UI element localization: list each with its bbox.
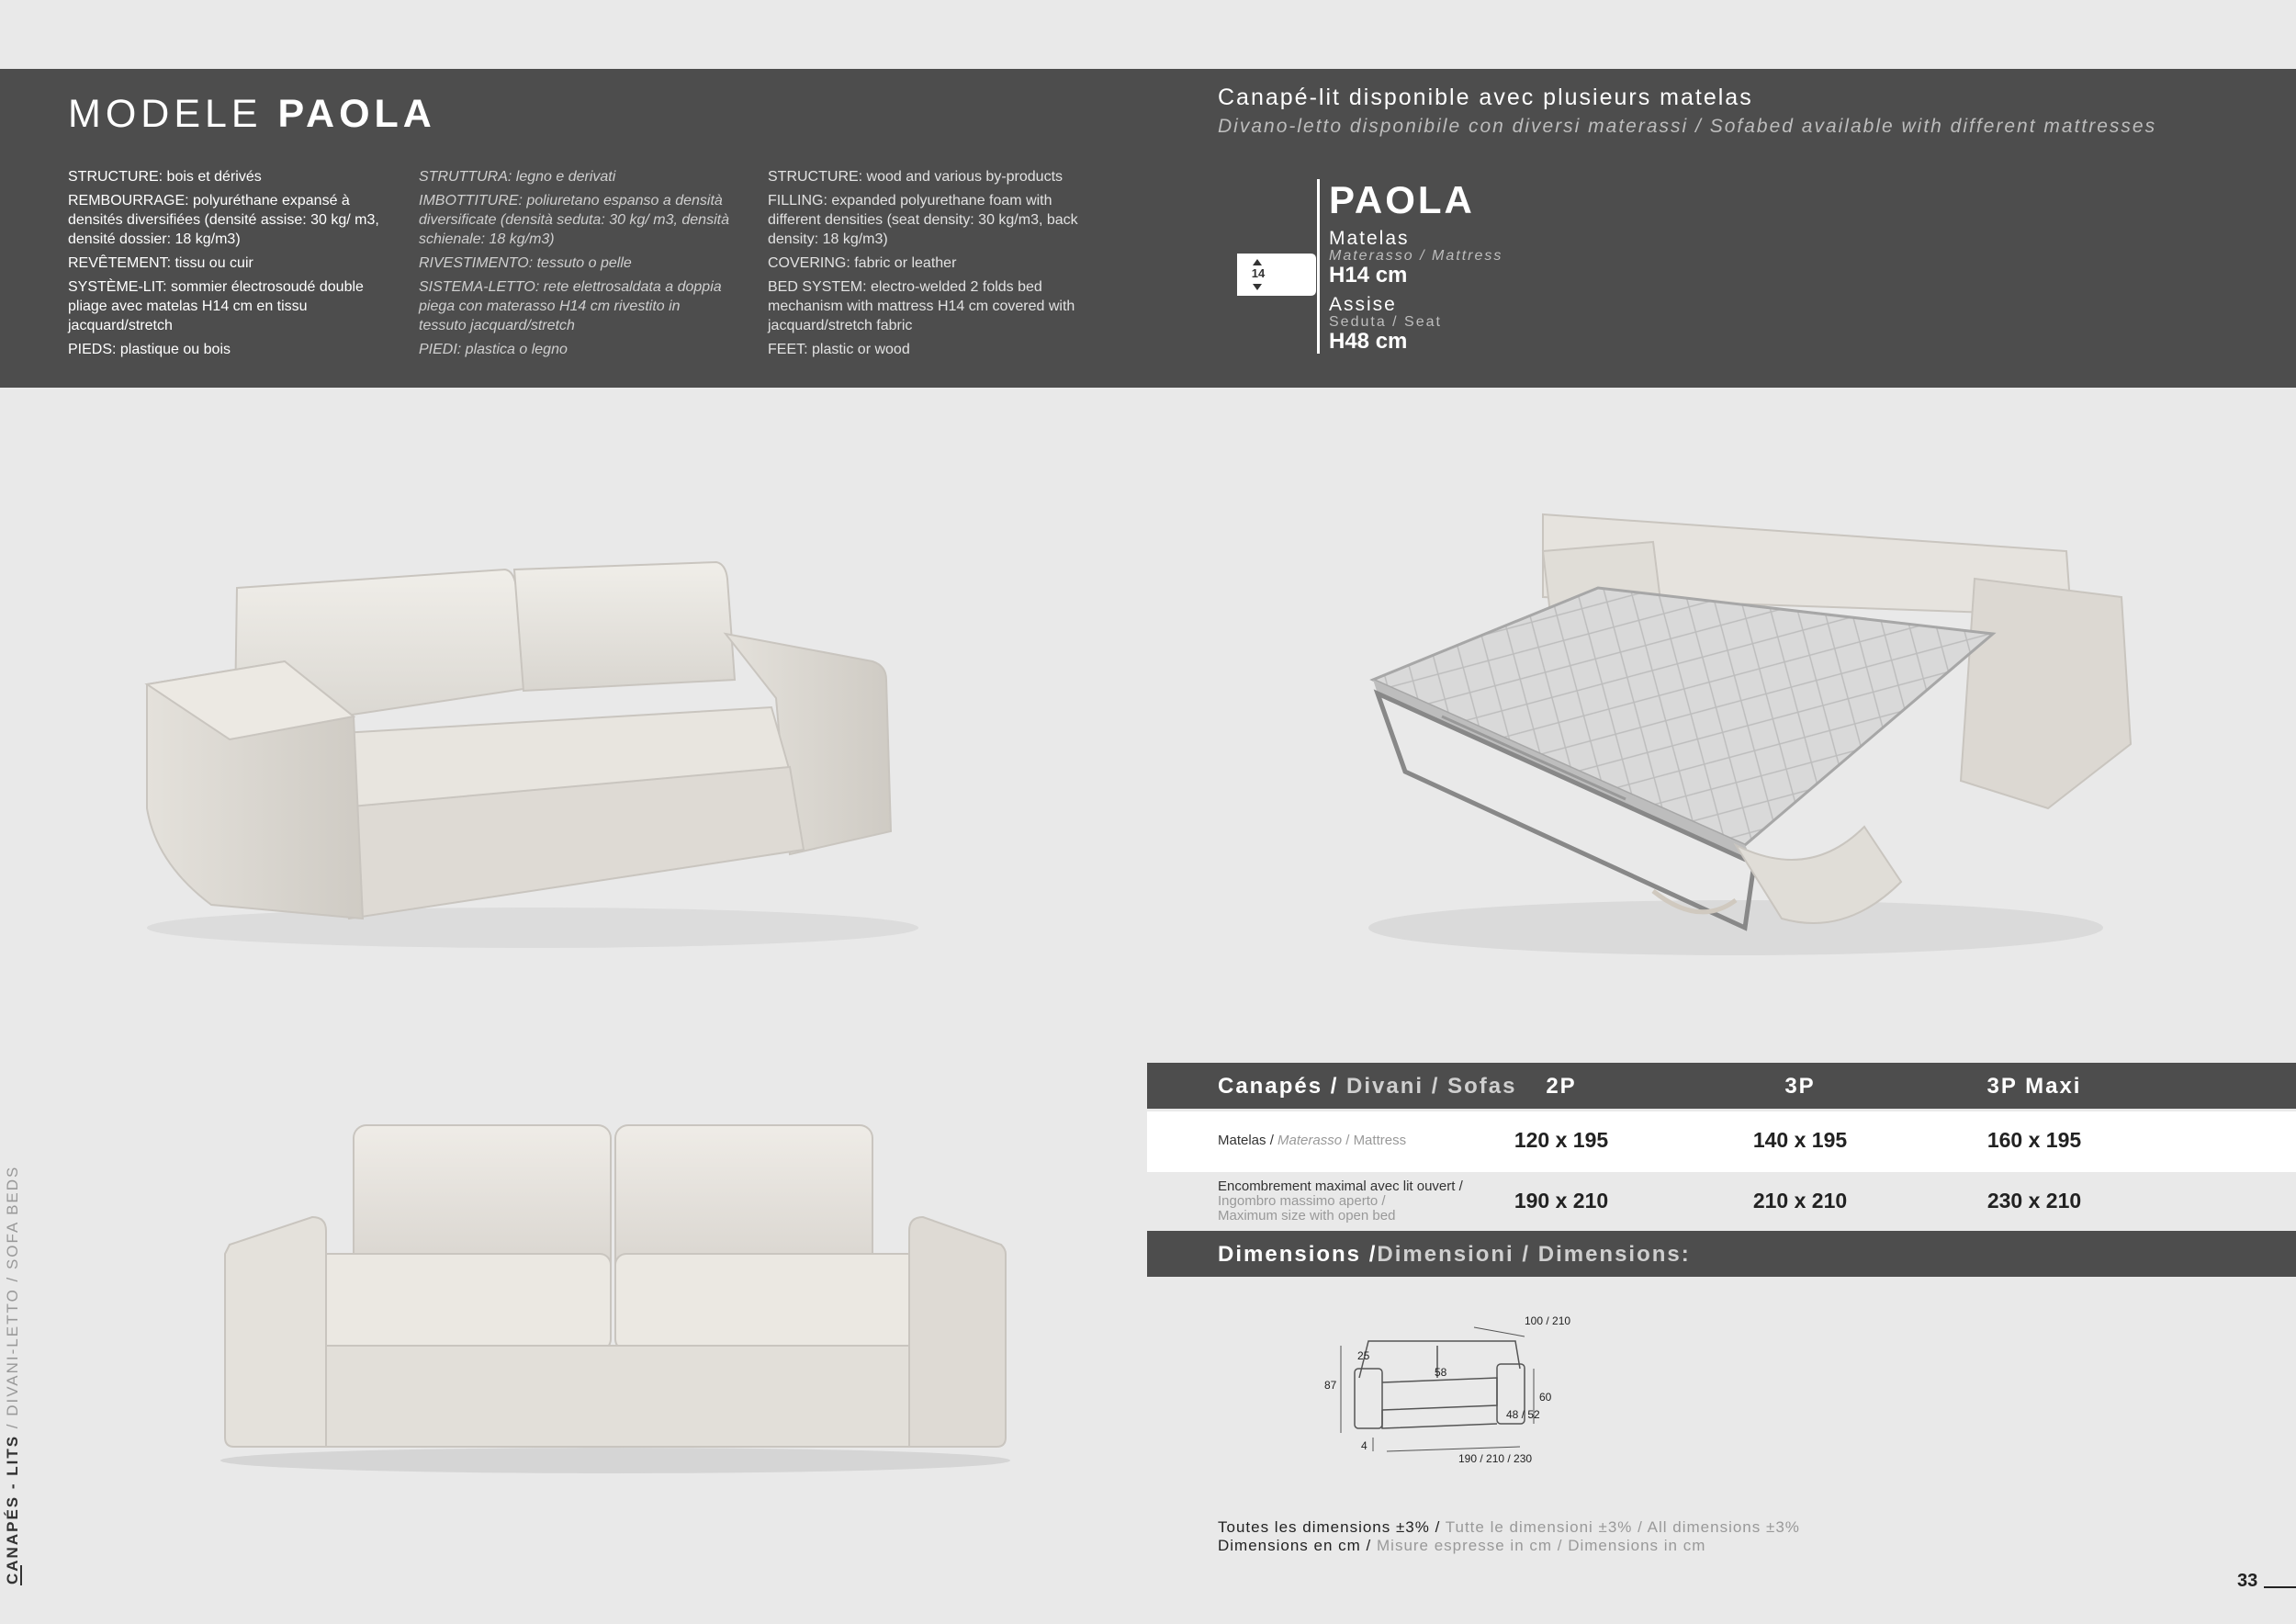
matelas-sub: Materasso / Mattress	[1329, 248, 1503, 264]
page-number: 33	[2237, 1571, 2258, 1591]
table-header-label: Canapés / Divani / Sofas	[1218, 1074, 1517, 1099]
dim-height-label: 87	[1324, 1379, 1337, 1392]
row-matelas-label: Matelas / Materasso / Mattress	[1218, 1133, 1407, 1148]
row-encombrement-3p: 210 x 210	[1752, 1189, 1848, 1212]
row-encombrement-2p: 190 x 210	[1514, 1189, 1609, 1212]
col-2p: 2P	[1546, 1074, 1577, 1099]
dim-depth-label: 48 / 52	[1506, 1408, 1540, 1421]
notes-line-1: Toutes les dimensions ±3% / Tutte le dimensioni ±3% / All dimensions ±3%	[1218, 1518, 1800, 1536]
col-3p: 3P	[1784, 1074, 1816, 1099]
row-matelas-2p: 120 x 195	[1514, 1128, 1609, 1152]
row-encombrement-label: Encombrement maximal avec lit ouvert / Ingombro massimo aperto / Maximum size with open bed	[1218, 1179, 1463, 1224]
sofa-bed-open-photo	[1350, 496, 2140, 974]
subtitle-fr: Canapé-lit disponible avec plusieurs matelas	[1218, 85, 1753, 110]
dim-arm-label: 25	[1357, 1349, 1370, 1362]
sofa-three-quarter-photo	[129, 533, 937, 955]
subtitle-it-en: Divano-letto disponibile con diversi materassi / Sofabed available with different mattresses	[1218, 116, 2157, 137]
dim-side-label: 60	[1539, 1391, 1552, 1404]
row-encombrement-3p-maxi: 230 x 210	[1986, 1189, 2082, 1212]
table-row	[1147, 1111, 2296, 1172]
table-header	[1147, 1063, 2296, 1109]
dimensions-header	[1147, 1231, 2296, 1277]
sofa-front-photo	[211, 1116, 1019, 1483]
notes-line-2: Dimensions en cm / Misure espresse in cm / Dimensions in cm	[1218, 1537, 1706, 1554]
dim-seat-label: 58	[1435, 1366, 1447, 1379]
table-row	[1147, 1172, 2296, 1229]
dimension-diagram	[1313, 1314, 1607, 1479]
dim-width-label: 190 / 210 / 230	[1458, 1452, 1533, 1465]
dim-foot-label: 4	[1361, 1439, 1367, 1452]
assise-label: Assise	[1329, 294, 1397, 315]
dim-top-label: 100 / 210	[1525, 1314, 1571, 1327]
dimensions-header-label: Dimensions /Dimensioni / Dimensions:	[1218, 1242, 1691, 1267]
mattress-block	[1317, 179, 1503, 354]
section-side-label: CANAPÉS - LITS / DIVANI-LETTO / SOFA BEDS	[4, 1165, 21, 1585]
matelas-label: Matelas	[1329, 228, 1410, 249]
matelas-value: H14 cm	[1329, 263, 1408, 288]
assise-sub: Seduta / Seat	[1329, 314, 1442, 330]
row-matelas-3p: 140 x 195	[1752, 1128, 1848, 1152]
dimension-notes	[1218, 1518, 1800, 1555]
mattress-model-name: PAOLA	[1329, 178, 1475, 221]
specs-fr: STRUCTURE: bois et dérivés REMBOURRAGE: polyuréthane expansé à densités diversifiées (densité assise: 30 kg/ m3, densité dossier: 18 kg/m3) REVÊTEMENT: tissu ou cuir SYSTÈME-LIT: sommier électrosoudé double pliage avec matelas H14 cm en tissu jacquard/stretch PIEDS: plastique ou bois	[68, 169, 379, 357]
specs-en: STRUCTURE: wood and various by-products FILLING: expanded polyurethane foam with different densities (seat density: 30 kg/m3, back density: 18 kg/m3) COVERING: fabric or leather BED SYSTEM: electro-welded 2 folds bed mechanism with mattress H14 cm covered with jacquard/stretch fabric FEET: plastic or wood	[768, 169, 1078, 357]
col-3p-maxi: 3P Maxi	[1986, 1074, 2082, 1099]
page-title: MODELE PAOLA	[68, 92, 436, 136]
specs-it: STRUTTURA: legno e derivati IMBOTTITURE: poliuretano espanso a densità diversificate (densità seduta: 30 kg/ m3, densità schienale: 18 kg/m3) RIVESTIMENTO: tessuto o pelle SISTEMA-LETTO: rete elettrosaldata a doppia piega con materasso H14 cm rivestito in tessuto jacquard/stretch PIEDI: plastica o legno	[419, 169, 729, 357]
page-number-rule	[2264, 1586, 2296, 1588]
assise-value: H48 cm	[1329, 329, 1408, 354]
mattress-height-value: 14	[1251, 266, 1266, 280]
row-matelas-3p-maxi: 160 x 195	[1986, 1128, 2082, 1152]
